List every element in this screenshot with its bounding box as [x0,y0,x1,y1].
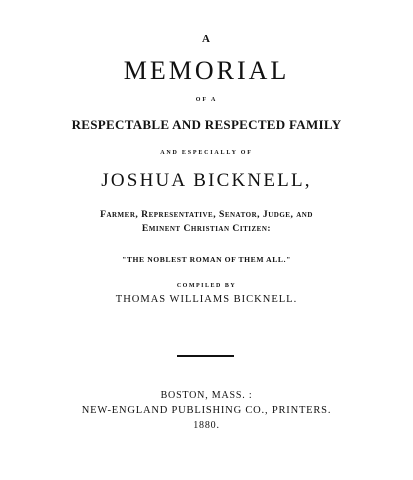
subject-description-line-2: Eminent Christian Citizen: [141,223,272,234]
imprint-year: 1880. [193,420,220,431]
book-title: MEMORIAL [123,56,290,85]
epigraph: "THE NOBLEST ROMAN OF THEM ALL." [122,255,291,264]
compiled-by-label: COMPILED BY [176,283,237,289]
decorative-rule [177,355,234,357]
book-subtitle: RESPECTABLE AND RESPECTED FAMILY [71,117,342,132]
title-article: A [202,33,211,45]
subject-name: JOSHUA BICKNELL, [101,170,312,191]
subject-description-line-1: Farmer, Representative, Senator, Judge, and [100,209,313,220]
subject-connector: AND ESPECIALLY OF [160,150,253,156]
title-connector: OF A [195,97,218,103]
imprint-place: BOSTON, MASS. : [160,390,253,401]
imprint-publisher: NEW-ENGLAND PUBLISHING CO., PRINTERS. [81,405,332,416]
compiler-name: THOMAS WILLIAMS BICKNELL. [115,294,298,305]
